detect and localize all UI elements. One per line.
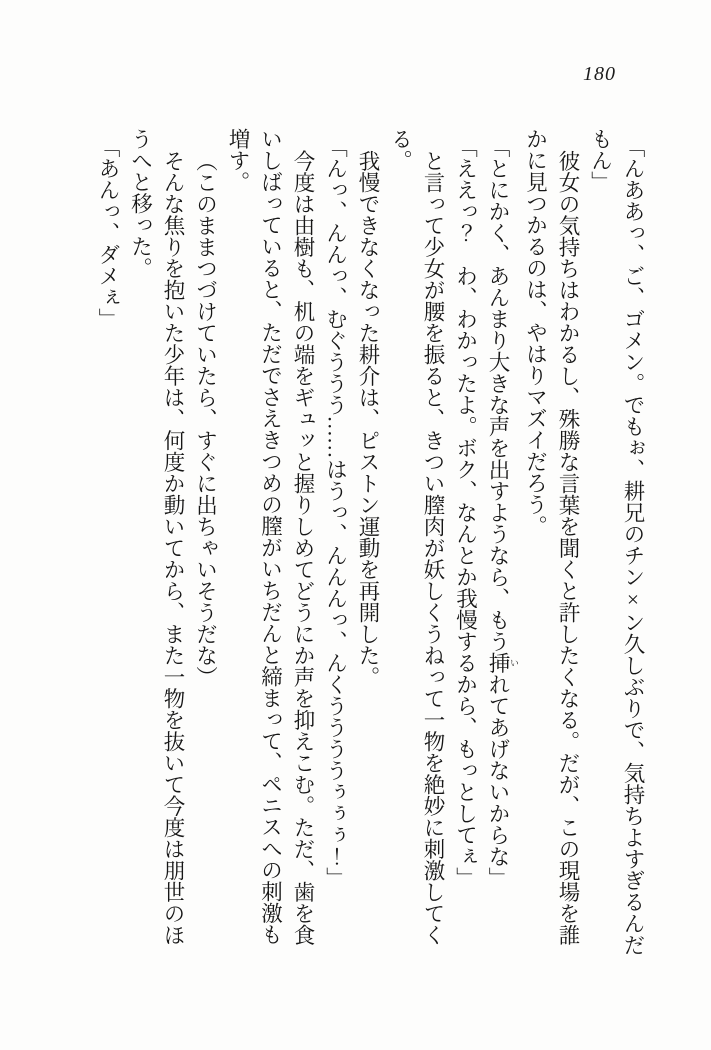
text-column: 我慢できなくなった耕介は、ピストン運動を再開した。 (356, 150, 380, 688)
text-column: もん」 (588, 128, 613, 193)
text-column: 「んっ、んんっ、むぐううう……はうっ、んんんっ、んくううううぅぅぅ！」 (323, 136, 348, 889)
text-column: 彼女の気持ちはわかるし、殊勝な言葉を聞くと許したくなる。だが、この現場を誰 (556, 150, 580, 946)
page-number: 180 (583, 63, 616, 85)
text-column: と言って少女が腰を振ると、きつい膣肉が妖しくうねって一物を絶妙に刺激してく (421, 150, 445, 946)
text-column: る。 (388, 128, 413, 171)
text-column: そんな焦りを抱いた少年は、何度か動いてから、また一物を抜いて今度は朋世のほ (161, 150, 185, 946)
text-column: （このままつづけていたら、すぐに出ちゃいそうだな） (193, 150, 218, 688)
text-column: 「あんっ、ダメぇ」 (96, 136, 120, 330)
text-columns (92, 128, 650, 956)
text-column: 増す。 (226, 128, 250, 193)
text-column: いしばっていると、ただでさえきつめの膣がいちだんと締まって、ペニスへの刺激も (258, 128, 283, 945)
text-column: かに見つかるのは、やはりマズイだろう。 (523, 128, 548, 537)
text-column: 「ええっ？ わ、わかったよ。ボク、なんとか我慢するから、もっとしてぇ」 (453, 136, 478, 889)
text-column: 「とにかく、あんまり大きな声を出すようなら、もう挿 いれてあげないからな」 (486, 136, 519, 889)
text-column: 「んああっ、ご、ゴメン。でもぉ、耕兄のチン×ン久しぶりで、気持ちよすぎるんだ (621, 136, 645, 956)
text-column: うへと移った。 (128, 128, 153, 279)
text-column: 今度は由樹も、机の端をギュッと握りしめてどうにか声を抑えこむ。ただ、歯を食 (291, 150, 315, 946)
